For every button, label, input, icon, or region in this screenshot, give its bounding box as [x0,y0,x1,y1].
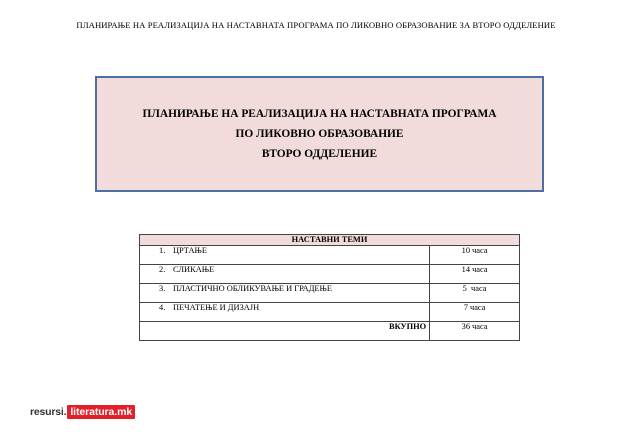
brand-prefix: resursi. [30,406,67,418]
title-line-3: ВТОРО ОДДЕЛЕНИЕ [261,148,378,160]
row-number: 1. [159,246,166,255]
page-header: ПЛАНИРАЊЕ НА РЕАЛИЗАЦИЈА НА НАСТАВНАТА ПРОГРАМА ПО ЛИКОВНО ОБРАЗОВАНИЕ ЗА ВТОРО ОДДЕЛЕНИЕ [76,20,556,30]
row-number: 3. [159,284,166,293]
table-heading-row [140,235,520,246]
topic-name: ЦРТАЊЕ [173,246,207,255]
table-row [140,265,520,284]
topic-hours: 7 часа [430,303,520,322]
total-label: ВКУПНО [140,322,430,341]
title-box [95,76,544,192]
brand-name: literatura.mk [67,405,135,419]
topic-hours: 14 часа [430,265,520,284]
topic-hours: 10 часа [430,246,520,265]
topic-hours: 5 часа [430,284,520,303]
row-number: 4. [159,303,166,312]
title-line-1: ПЛАНИРАЊЕ НА РЕАЛИЗАЦИЈА НА НАСТАВНАТА ПРОГРАМА [142,108,497,120]
table-row [140,246,520,265]
topic-name: ПЕЧАТЕЊЕ И ДИЗАЈН [173,303,260,312]
title-line-2: ПО ЛИКОВНО ОБРАЗОВАНИЕ [235,128,404,140]
total-row [140,322,520,341]
topic-name: ПЛАСТИЧНО ОБЛИКУВАЊЕ И ГРАДЕЊЕ [173,284,332,293]
table-heading: НАСТАВНИ ТЕМИ [140,235,520,246]
total-hours: 36 часа [430,322,520,341]
table-row [140,303,520,322]
topics-table [139,234,520,341]
table-row [140,284,520,303]
brand-logo[interactable] [30,404,135,420]
topic-name: СЛИКАЊЕ [173,265,215,274]
row-number: 2. [159,265,166,274]
